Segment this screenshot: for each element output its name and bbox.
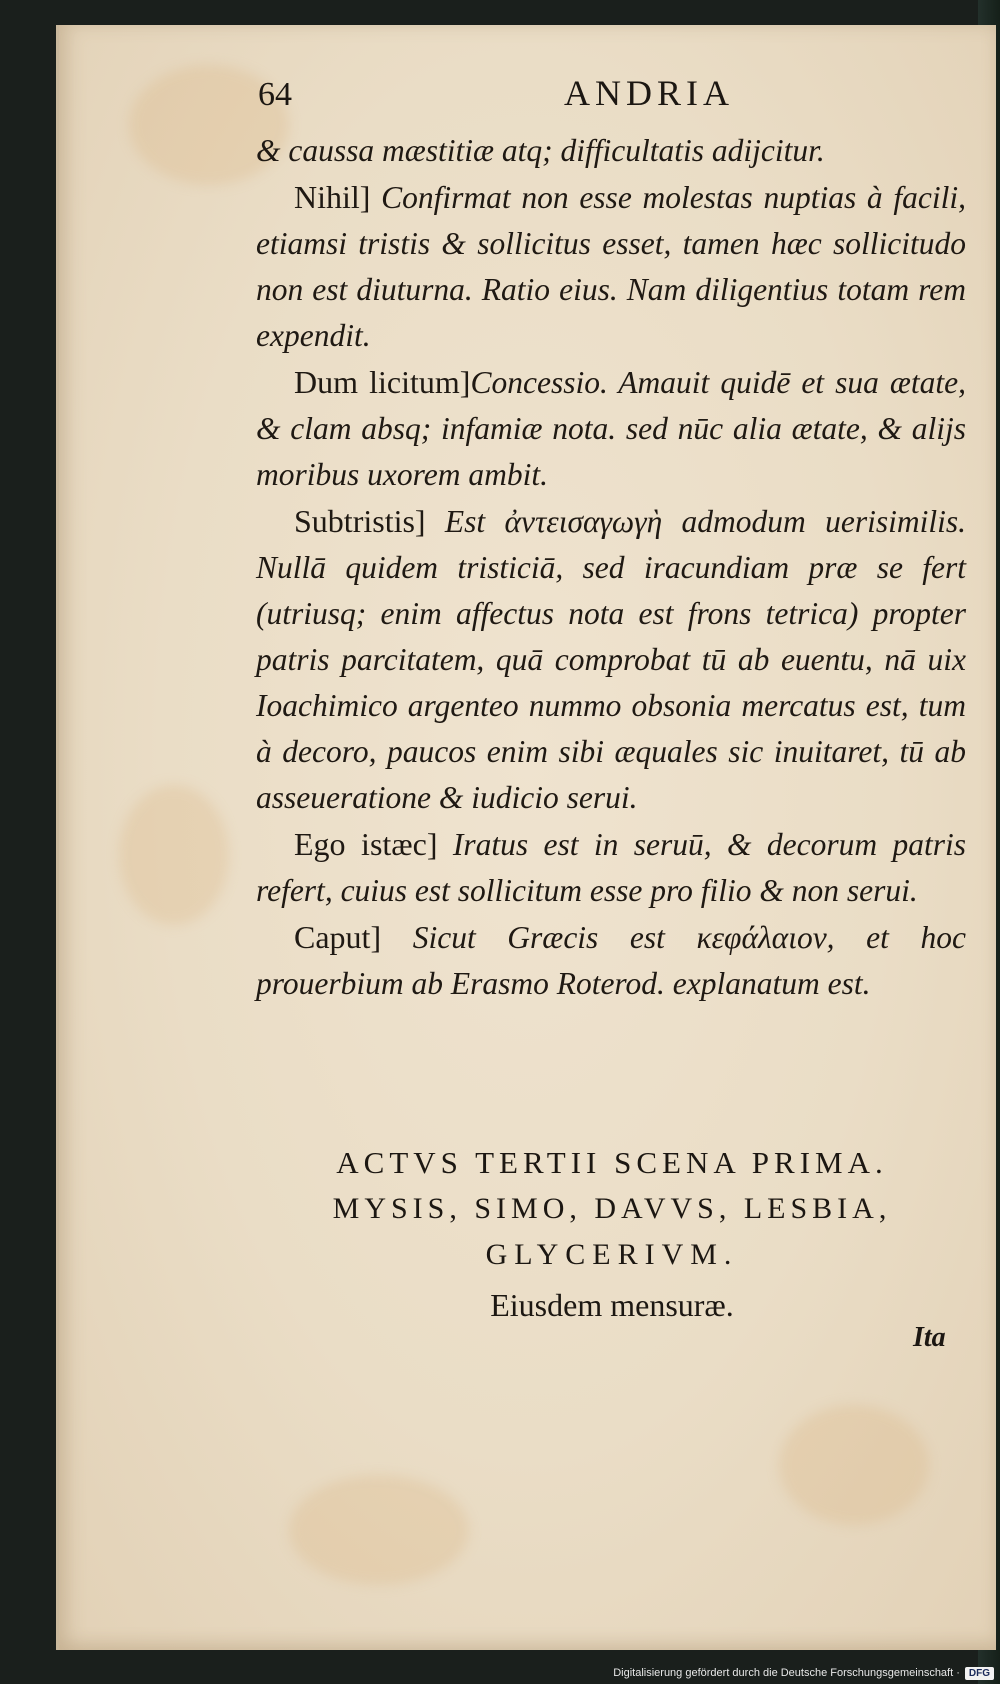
dramatis-personae: MYSIS, SIMO, DAVVS, LESBIA, (332, 1192, 892, 1225)
dfg-logo: DFG (965, 1667, 994, 1680)
scene-title: ACTVS TERTII SCENA PRIMA. (336, 1145, 888, 1180)
credit-text: Digitalisierung gefördert durch die Deutsche Forschungsgemeinschaft · (613, 1667, 960, 1679)
lemma: Subtristis] (294, 503, 426, 539)
metre-note: Eiusdem mensuræ. (490, 1287, 734, 1323)
dramatis-personae: GLYCERIVM. (485, 1238, 739, 1271)
gloss: Concessio. Amauit quidē et sua ætate, & clam absq; infamiæ nota. sed nūc alia ætate, & alijs moribus uxorem ambit. (256, 365, 966, 492)
digitization-credit (613, 1664, 994, 1682)
gloss: Sicut Græcis est κεφάλαιον, et hoc prouerbium ab Erasmo Roterod. explanatum est. (256, 920, 966, 1001)
commentary-paragraph (256, 914, 966, 1007)
catchword: Ita (913, 1322, 946, 1353)
scene-heading (256, 1140, 968, 1330)
commentary-paragraph (256, 821, 966, 914)
lemma: Dum licitum] (294, 364, 471, 400)
gloss: Confirmat non esse molestas nuptias à facili, etiamsi tristis & sollicitus esset, tamen hæc sollicitudo non est diuturna. Ratio eius. Nam diligentius totam rem expendit. (256, 180, 966, 353)
commentary-paragraph (256, 174, 966, 359)
lemma: Ego istæc] (294, 826, 438, 862)
page-header (258, 72, 978, 124)
commentary-paragraph (256, 359, 966, 498)
paper-stain (119, 785, 229, 925)
commentary-text (256, 128, 966, 1007)
commentary-paragraph (256, 498, 966, 821)
page-number: 64 (258, 76, 292, 113)
lemma: Nihil] (294, 179, 371, 215)
paper-stain (289, 1475, 469, 1585)
gloss: Iratus est in seruū, & decorum patris refert, cuius est sollicitum esse pro filio & non serui. (256, 827, 967, 908)
paper-stain (779, 1405, 929, 1525)
commentary-line: & caussa mæstitiæ atq; difficultatis adijcitur. (256, 133, 825, 168)
running-head: ANDRIA (564, 73, 734, 113)
gloss: Est ἀντεισαγωγὴ admodum uerisimilis. Nullā quidem tristiciā, sed iracundiam præ se fert (utriusq; enim affectus nota est frons tetrica) propter patris parcitatem, quā comprobat tū ab euentu, nā uix Ioachimico argenteo nummo obsonia mercatus est, tum à decoro, paucos enim sibi æquales sic inuitaret, tū ab asseueratione & iudicio serui. (256, 504, 966, 815)
lemma: Caput] (294, 919, 382, 955)
